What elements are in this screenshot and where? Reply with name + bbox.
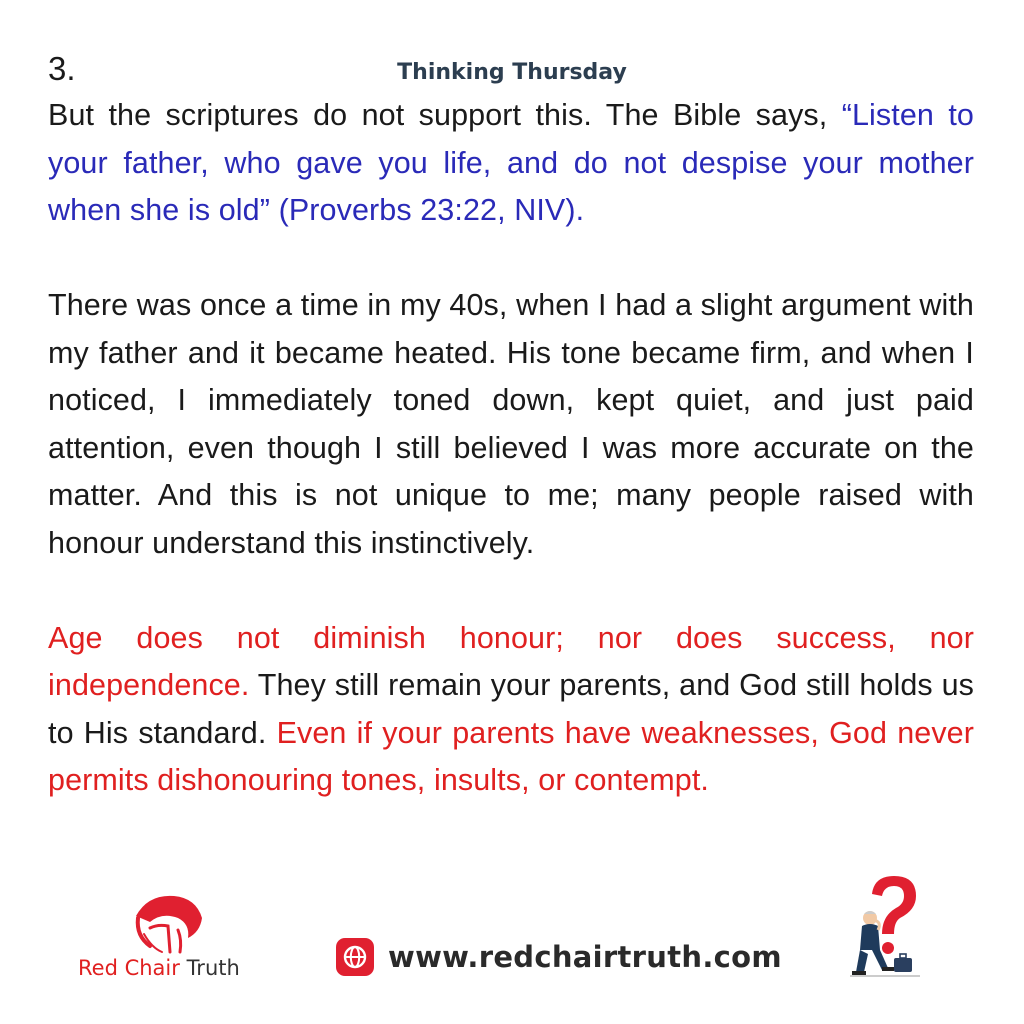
article-body <box>48 92 974 805</box>
red-chair-logo-icon <box>78 888 258 958</box>
emphasis-age: Age does not diminish honour; nor does success, nor independence. <box>48 620 974 702</box>
emphasis-weaknesses: Even if your parents have weaknesses, God never permits dishonouring tones, insults, or contempt. <box>48 715 974 797</box>
thinking-man-question-icon <box>842 872 932 984</box>
brand-name-red: Red Chair <box>78 956 180 980</box>
paragraph-story: There was once a time in my 40s, when I had a slight argument with my father and it became heated. His tone became firm, and when I noticed, I immediately toned down, kept quiet, and just paid attention, even though I still believed I was more accurate on the matter. And this is not unique to me; many people raised with honour understand this instinctively. <box>48 288 974 560</box>
website-link[interactable] <box>336 938 782 976</box>
brand-logo <box>78 888 258 988</box>
scripture-quote: “Listen to your father, who gave you life, and do not despise your mother when she is old” (Proverbs 23:22, NIV). <box>48 98 974 227</box>
brand-name <box>78 956 258 980</box>
page-header: Thinking Thursday <box>397 60 627 85</box>
brand-name-rest: Truth <box>179 956 240 980</box>
paragraph-honour <box>48 615 974 805</box>
honour-statement: They still remain your parents, and God still holds us to His standard. <box>48 668 974 750</box>
paragraph-scripture <box>48 92 974 235</box>
website-url[interactable]: www.redchairtruth.com <box>388 940 782 974</box>
page-number: 3. <box>48 50 76 87</box>
globe-icon <box>336 938 374 976</box>
scripture-intro: But the scriptures do not support this. The Bible says, <box>48 98 842 132</box>
